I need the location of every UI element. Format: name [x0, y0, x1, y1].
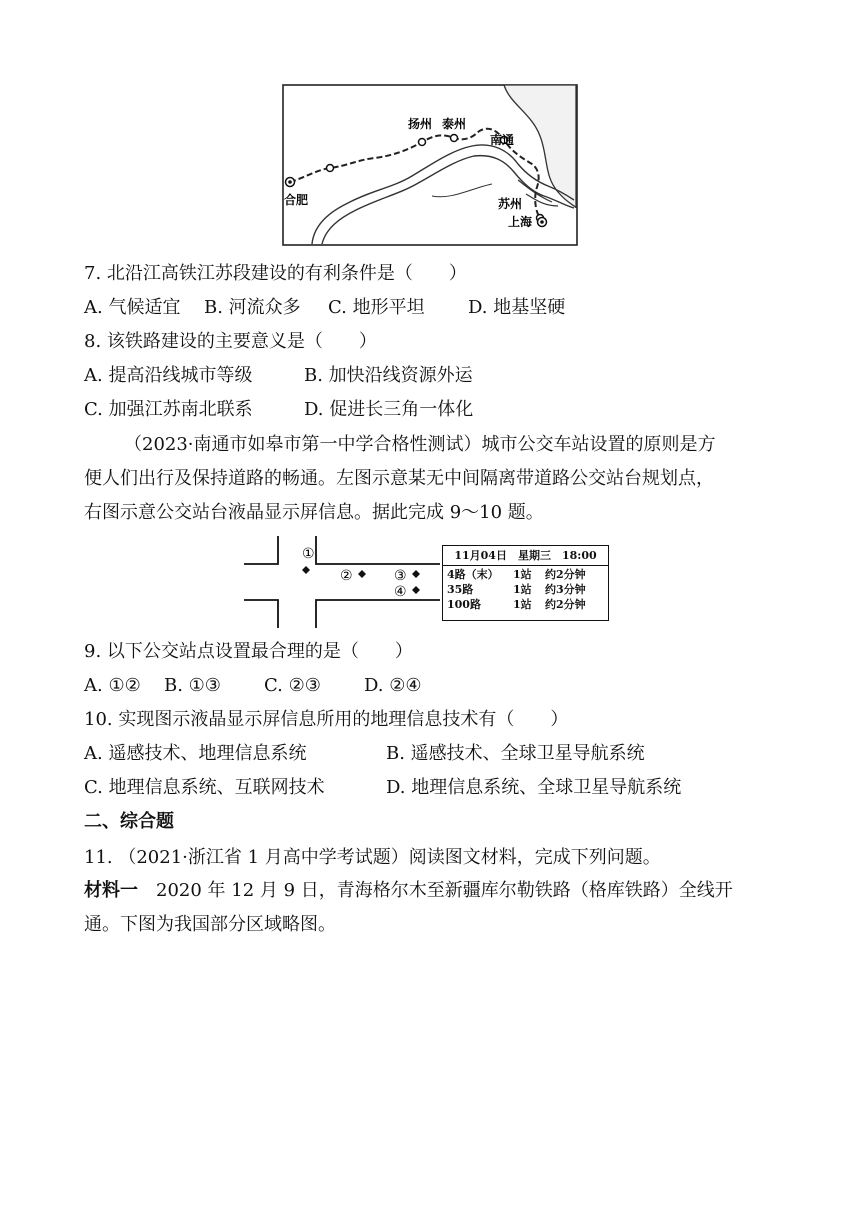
q10-option-a: A. 遥感技术、地理信息系统 [84, 743, 307, 764]
q10-option-d: D. 地理信息系统、全球卫星导航系统 [386, 777, 682, 798]
marker-4: ④ [394, 584, 407, 600]
q7-option-b: B. 河流众多 [204, 297, 301, 318]
stop-diamond-4 [412, 586, 420, 594]
q8-options-row1 [84, 364, 473, 388]
stop-diamond-2 [358, 570, 366, 578]
label-shanghai: 上海 [508, 215, 533, 229]
q9-option-a: A. ①② [84, 675, 141, 696]
q8-options-row2 [84, 398, 473, 422]
lcd-header: 11月04日 星期三 18:00 [454, 549, 597, 562]
q10-options-row1 [84, 742, 645, 766]
q9-stem: 9. 以下公交站点设置最合理的是（ ） [84, 641, 413, 662]
q8-option-b: B. 加快沿线资源外运 [304, 365, 473, 386]
q9-option-d: D. ②④ [364, 675, 422, 696]
q8-option-d: D. 促进长三角一体化 [304, 399, 474, 420]
q8-option-c: C. 加强江苏南北联系 [84, 399, 253, 420]
label-hefei: 合肥 [284, 193, 309, 207]
material-label: 材料一 [84, 880, 138, 901]
intro-line-2: 便人们出行及保持道路的畅通。左图示意某无中间隔离带道路公交站台规划点， [84, 468, 714, 489]
bus-stop-diagram [244, 536, 440, 628]
lcd-screen [442, 545, 609, 621]
label-suzhou: 苏州 [498, 197, 523, 211]
q7-options [84, 296, 565, 320]
q8-stem: 8. 该铁路建设的主要意义是（ ） [84, 331, 377, 352]
q8-option-a: A. 提高沿线城市等级 [84, 365, 253, 386]
section-title: 二、综合题 [84, 811, 174, 832]
q10-option-c: C. 地理信息系统、互联网技术 [84, 777, 325, 798]
q7-option-a: A. 气候适宜 [84, 297, 181, 318]
q11-stem: 11. （2021·浙江省 1 月高中学考试题）阅读图文材料，完成下列问题。 [84, 847, 661, 868]
marker-1: ① [302, 546, 315, 562]
q9-options [84, 674, 422, 698]
q7-option-d: D. 地基坚硬 [468, 297, 566, 318]
intro-paragraph [84, 428, 784, 530]
q10-options-row2 [84, 776, 681, 800]
lcd-divider [443, 565, 608, 566]
q7-option-c: C. 地形平坦 [328, 297, 425, 318]
q11-material [84, 874, 784, 942]
label-nantong: 南通 [490, 133, 515, 147]
intro-line-1: （2023·南通市如皋市第一中学合格性测试）城市公交车站设置的原则是方 [124, 434, 716, 455]
railway-map [282, 84, 578, 248]
stop-diamond-1 [302, 566, 310, 574]
material-line-2: 通。下图为我国部分区域略图。 [84, 914, 336, 935]
marker-3: ③ [394, 568, 407, 584]
intro-line-3: 右图示意公交站台液晶显示屏信息。据此完成 9～10 题。 [84, 502, 544, 523]
q9-option-c: C. ②③ [264, 675, 321, 696]
q7-stem: 7. 北沿江高铁江苏段建设的有利条件是（ ） [84, 263, 467, 284]
label-taizhou: 泰州 [442, 117, 467, 131]
stop-diamond-3 [412, 570, 420, 578]
label-yangzhou: 扬州 [408, 117, 433, 131]
q9-option-b: B. ①③ [164, 675, 221, 696]
lcd-row: 35路 1站 约3分钟 [447, 583, 586, 596]
marker-2: ② [340, 568, 353, 584]
material-line-1: 2020 年 12 月 9 日，青海格尔木至新疆库尔勒铁路（格库铁路）全线开 [138, 880, 733, 901]
q10-stem: 10. 实现图示液晶显示屏信息所用的地理信息技术有（ ） [84, 709, 569, 730]
lcd-row: 4路（末） 1站 约2分钟 [447, 568, 586, 581]
q10-option-b: B. 遥感技术、全球卫星导航系统 [386, 743, 645, 764]
lcd-row: 100路 1站 约2分钟 [447, 598, 586, 611]
